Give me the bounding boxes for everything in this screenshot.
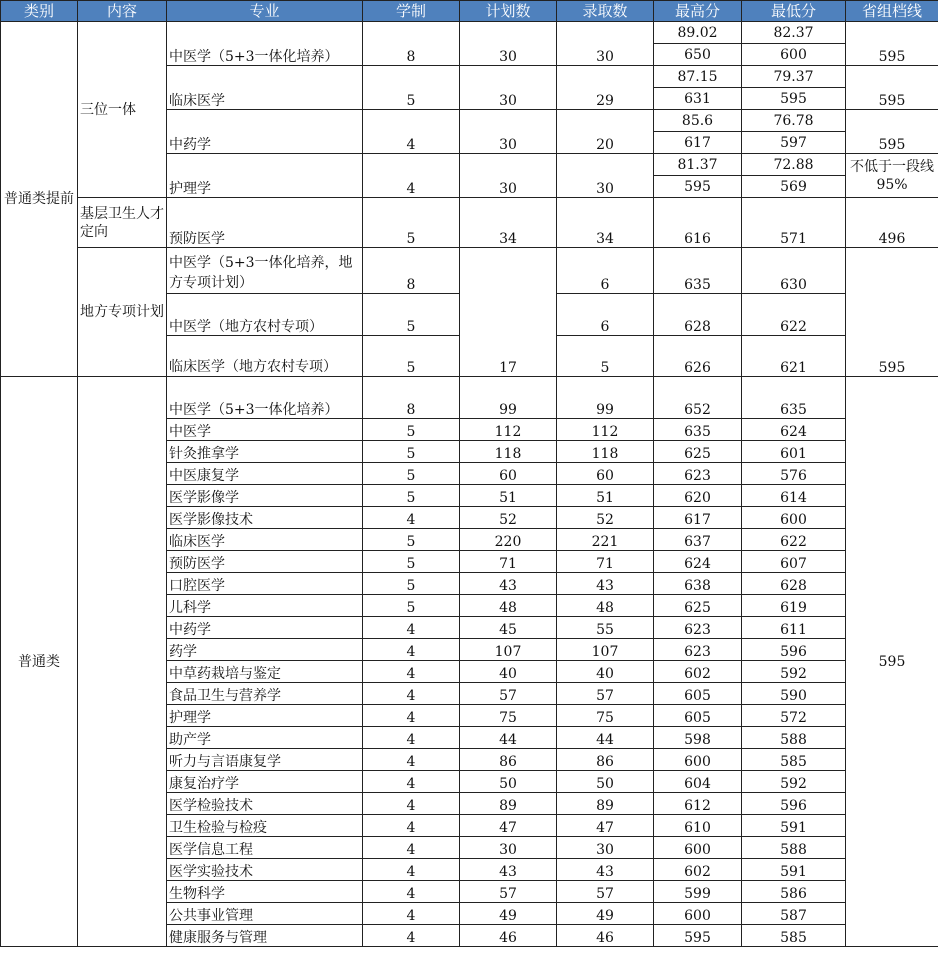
min-score-cell: 571 — [742, 198, 846, 248]
years-cell: 4 — [363, 903, 460, 925]
major-cell: 中医康复学 — [167, 463, 363, 485]
admitted-cell: 118 — [557, 441, 654, 463]
major-cell: 食品卫生与营养学 — [167, 683, 363, 705]
major-cell: 预防医学 — [167, 198, 363, 248]
admitted-cell: 107 — [557, 639, 654, 661]
min-score-cell: 588 — [742, 837, 846, 859]
years-cell: 5 — [363, 198, 460, 248]
header-category: 类别 — [1, 1, 78, 22]
admitted-cell: 89 — [557, 793, 654, 815]
max-score-cell: 628 — [654, 294, 742, 336]
table-row — [1, 248, 938, 294]
major-cell: 护理学 — [167, 705, 363, 727]
max-score-cell: 637 — [654, 529, 742, 551]
years-cell: 4 — [363, 661, 460, 683]
major-cell: 医学检验技术 — [167, 793, 363, 815]
plan-cell: 30 — [460, 154, 557, 198]
admitted-cell: 52 — [557, 507, 654, 529]
max-score-cell: 623 — [654, 639, 742, 661]
max-score-cell: 617 — [654, 132, 742, 154]
max-score-cell: 599 — [654, 881, 742, 903]
min-score-cell: 591 — [742, 815, 846, 837]
max-score-sub-cell: 85.6 — [654, 110, 742, 132]
admitted-cell: 50 — [557, 771, 654, 793]
max-score-cell: 620 — [654, 485, 742, 507]
min-score-cell: 592 — [742, 661, 846, 683]
content-difang: 地方专项计划 — [78, 248, 167, 377]
min-score-cell: 622 — [742, 294, 846, 336]
max-score-cell: 600 — [654, 749, 742, 771]
min-score-cell: 611 — [742, 617, 846, 639]
admitted-cell: 40 — [557, 661, 654, 683]
major-cell: 医学实验技术 — [167, 859, 363, 881]
admitted-cell: 30 — [557, 154, 654, 198]
major-cell: 针灸推拿学 — [167, 441, 363, 463]
major-cell: 中医学（地方农村专项） — [167, 294, 363, 336]
min-score-cell: 595 — [742, 88, 846, 110]
plan-cell: 89 — [460, 793, 557, 815]
max-score-cell: 631 — [654, 88, 742, 110]
years-cell: 8 — [363, 22, 460, 66]
min-score-cell: 590 — [742, 683, 846, 705]
years-cell: 4 — [363, 110, 460, 154]
max-score-cell: 600 — [654, 903, 742, 925]
regular-section — [1, 377, 938, 947]
min-score-cell: 596 — [742, 639, 846, 661]
admitted-cell: 6 — [557, 248, 654, 294]
plan-cell: 86 — [460, 749, 557, 771]
major-cell: 儿科学 — [167, 595, 363, 617]
years-cell: 4 — [363, 859, 460, 881]
admitted-cell: 71 — [557, 551, 654, 573]
admitted-cell: 43 — [557, 859, 654, 881]
header-major: 专业 — [167, 1, 363, 22]
years-cell: 5 — [363, 66, 460, 110]
years-cell: 5 — [363, 485, 460, 507]
line-cell: 496 — [846, 198, 938, 248]
years-cell: 4 — [363, 617, 460, 639]
min-score-cell: 585 — [742, 749, 846, 771]
plan-cell: 44 — [460, 727, 557, 749]
years-cell: 4 — [363, 881, 460, 903]
min-score-cell: 597 — [742, 132, 846, 154]
max-score-cell: 626 — [654, 336, 742, 377]
min-score-cell: 619 — [742, 595, 846, 617]
plan-cell: 49 — [460, 903, 557, 925]
major-cell: 医学影像技术 — [167, 507, 363, 529]
years-cell: 5 — [363, 336, 460, 377]
plan-cell: 30 — [460, 66, 557, 110]
years-cell: 5 — [363, 551, 460, 573]
max-score-cell: 602 — [654, 859, 742, 881]
years-cell: 4 — [363, 837, 460, 859]
plan-cell: 60 — [460, 463, 557, 485]
max-score-sub-cell: 81.37 — [654, 154, 742, 176]
admitted-cell: 55 — [557, 617, 654, 639]
plan-cell: 50 — [460, 771, 557, 793]
major-cell: 医学信息工程 — [167, 837, 363, 859]
plan-cell: 75 — [460, 705, 557, 727]
major-cell: 中药学 — [167, 110, 363, 154]
admitted-cell: 48 — [557, 595, 654, 617]
admitted-cell: 6 — [557, 294, 654, 336]
header-max-score: 最高分 — [654, 1, 742, 22]
years-cell: 4 — [363, 705, 460, 727]
header-content: 内容 — [78, 1, 167, 22]
max-score-cell: 605 — [654, 705, 742, 727]
plan-cell: 46 — [460, 925, 557, 947]
major-cell: 中医学（5+3一体化培养） — [167, 377, 363, 419]
admitted-cell: 30 — [557, 22, 654, 66]
min-score-cell: 569 — [742, 176, 846, 198]
min-score-cell: 630 — [742, 248, 846, 294]
content-jiceng: 基层卫生人才定向 — [78, 198, 167, 248]
plan-cell: 107 — [460, 639, 557, 661]
plan-cell: 112 — [460, 419, 557, 441]
admitted-cell: 112 — [557, 419, 654, 441]
major-cell: 预防医学 — [167, 551, 363, 573]
min-score-cell: 592 — [742, 771, 846, 793]
major-cell: 药学 — [167, 639, 363, 661]
min-score-cell: 572 — [742, 705, 846, 727]
min-score-cell: 635 — [742, 377, 846, 419]
plan-cell: 48 — [460, 595, 557, 617]
table-header — [1, 1, 938, 22]
line-cell: 595 — [846, 110, 938, 154]
min-score-cell: 588 — [742, 727, 846, 749]
plan-cell: 57 — [460, 881, 557, 903]
major-cell: 口腔医学 — [167, 573, 363, 595]
plan-cell: 99 — [460, 377, 557, 419]
plan-cell: 30 — [460, 837, 557, 859]
min-score-cell: 628 — [742, 573, 846, 595]
years-cell: 5 — [363, 419, 460, 441]
years-cell: 4 — [363, 749, 460, 771]
admitted-cell: 47 — [557, 815, 654, 837]
major-cell: 临床医学 — [167, 529, 363, 551]
header-years: 学制 — [363, 1, 460, 22]
major-cell: 临床医学 — [167, 66, 363, 110]
max-score-cell: 650 — [654, 44, 742, 66]
max-score-sub-cell: 89.02 — [654, 22, 742, 44]
major-cell: 医学影像学 — [167, 485, 363, 507]
admitted-cell: 75 — [557, 705, 654, 727]
max-score-sub-cell: 87.15 — [654, 66, 742, 88]
admitted-cell: 20 — [557, 110, 654, 154]
admitted-cell: 51 — [557, 485, 654, 507]
years-cell: 4 — [363, 815, 460, 837]
admitted-cell: 86 — [557, 749, 654, 771]
min-score-sub-cell: 82.37 — [742, 22, 846, 44]
min-score-sub-cell: 72.88 — [742, 154, 846, 176]
years-cell: 4 — [363, 507, 460, 529]
max-score-cell: 625 — [654, 441, 742, 463]
max-score-cell: 652 — [654, 377, 742, 419]
max-score-cell: 602 — [654, 661, 742, 683]
max-score-cell: 635 — [654, 248, 742, 294]
max-score-cell: 612 — [654, 793, 742, 815]
min-score-cell: 591 — [742, 859, 846, 881]
min-score-sub-cell: 76.78 — [742, 110, 846, 132]
min-score-cell: 607 — [742, 551, 846, 573]
admitted-cell: 34 — [557, 198, 654, 248]
max-score-cell: 610 — [654, 815, 742, 837]
years-cell: 4 — [363, 793, 460, 815]
years-cell: 5 — [363, 463, 460, 485]
years-cell: 4 — [363, 727, 460, 749]
years-cell: 4 — [363, 771, 460, 793]
plan-cell: 43 — [460, 859, 557, 881]
plan-cell: 30 — [460, 22, 557, 66]
admitted-cell: 43 — [557, 573, 654, 595]
min-score-cell: 600 — [742, 507, 846, 529]
admitted-cell: 5 — [557, 336, 654, 377]
min-score-cell: 587 — [742, 903, 846, 925]
header-plan: 计划数 — [460, 1, 557, 22]
header-min-score: 最低分 — [742, 1, 846, 22]
major-cell: 中医学（5+3一体化培养，地方专项计划） — [167, 248, 363, 294]
header-provincial-line: 省组档线 — [846, 1, 938, 22]
header-admitted: 录取数 — [557, 1, 654, 22]
major-cell: 听力与言语康复学 — [167, 749, 363, 771]
admitted-cell: 221 — [557, 529, 654, 551]
years-cell: 4 — [363, 683, 460, 705]
max-score-cell: 638 — [654, 573, 742, 595]
category-regular: 普通类 — [1, 377, 78, 947]
line-cell: 595 — [846, 377, 938, 947]
line-cell: 不低于一段线95% — [846, 154, 938, 198]
table-row — [1, 377, 938, 419]
years-cell: 8 — [363, 377, 460, 419]
major-cell: 卫生检验与检疫 — [167, 815, 363, 837]
plan-cell: 57 — [460, 683, 557, 705]
max-score-cell: 605 — [654, 683, 742, 705]
max-score-cell: 624 — [654, 551, 742, 573]
min-score-cell: 622 — [742, 529, 846, 551]
major-cell: 临床医学（地方农村专项） — [167, 336, 363, 377]
years-cell: 5 — [363, 595, 460, 617]
max-score-cell: 635 — [654, 419, 742, 441]
line-cell: 595 — [846, 22, 938, 66]
admitted-cell: 46 — [557, 925, 654, 947]
table-row — [1, 22, 938, 44]
plan-cell: 45 — [460, 617, 557, 639]
min-score-cell: 596 — [742, 793, 846, 815]
major-cell: 中草药栽培与鉴定 — [167, 661, 363, 683]
max-score-cell: 598 — [654, 727, 742, 749]
line-cell: 595 — [846, 248, 938, 377]
content-empty — [78, 377, 167, 947]
plan-cell: 220 — [460, 529, 557, 551]
table-row — [1, 198, 938, 248]
min-score-cell: 600 — [742, 44, 846, 66]
years-cell: 5 — [363, 573, 460, 595]
plan-cell: 30 — [460, 110, 557, 154]
min-score-cell: 576 — [742, 463, 846, 485]
early-section — [1, 22, 938, 377]
plan-cell: 71 — [460, 551, 557, 573]
major-cell: 健康服务与管理 — [167, 925, 363, 947]
plan-cell: 43 — [460, 573, 557, 595]
years-cell: 5 — [363, 441, 460, 463]
content-sanwei: 三位一体 — [78, 22, 167, 198]
max-score-cell: 604 — [654, 771, 742, 793]
major-cell: 护理学 — [167, 154, 363, 198]
category-early: 普通类提前 — [1, 22, 78, 377]
max-score-cell: 595 — [654, 176, 742, 198]
max-score-cell: 617 — [654, 507, 742, 529]
min-score-cell: 585 — [742, 925, 846, 947]
admitted-cell: 99 — [557, 377, 654, 419]
max-score-cell: 623 — [654, 617, 742, 639]
plan-cell: 40 — [460, 661, 557, 683]
min-score-cell: 601 — [742, 441, 846, 463]
admitted-cell: 57 — [557, 683, 654, 705]
major-cell: 中医学（5+3一体化培养） — [167, 22, 363, 66]
plan-cell: 34 — [460, 198, 557, 248]
min-score-cell: 586 — [742, 881, 846, 903]
max-score-cell: 625 — [654, 595, 742, 617]
max-score-cell: 595 — [654, 925, 742, 947]
major-cell: 生物科学 — [167, 881, 363, 903]
major-cell: 康复治疗学 — [167, 771, 363, 793]
years-cell: 4 — [363, 154, 460, 198]
min-score-cell: 614 — [742, 485, 846, 507]
admitted-cell: 44 — [557, 727, 654, 749]
max-score-cell: 616 — [654, 198, 742, 248]
major-cell: 中药学 — [167, 617, 363, 639]
years-cell: 8 — [363, 248, 460, 294]
plan-cell: 47 — [460, 815, 557, 837]
max-score-cell: 623 — [654, 463, 742, 485]
years-cell: 4 — [363, 925, 460, 947]
min-score-cell: 624 — [742, 419, 846, 441]
plan-cell: 51 — [460, 485, 557, 507]
years-cell: 5 — [363, 529, 460, 551]
admitted-cell: 30 — [557, 837, 654, 859]
major-cell: 公共事业管理 — [167, 903, 363, 925]
plan-cell: 52 — [460, 507, 557, 529]
plan-cell: 118 — [460, 441, 557, 463]
years-cell: 5 — [363, 294, 460, 336]
admitted-cell: 29 — [557, 66, 654, 110]
admitted-cell: 57 — [557, 881, 654, 903]
line-cell: 595 — [846, 66, 938, 110]
major-cell: 助产学 — [167, 727, 363, 749]
admitted-cell: 60 — [557, 463, 654, 485]
min-score-sub-cell: 79.37 — [742, 66, 846, 88]
admitted-cell: 49 — [557, 903, 654, 925]
max-score-cell: 600 — [654, 837, 742, 859]
min-score-cell: 621 — [742, 336, 846, 377]
major-cell: 中医学 — [167, 419, 363, 441]
plan-cell: 17 — [460, 248, 557, 377]
years-cell: 4 — [363, 639, 460, 661]
